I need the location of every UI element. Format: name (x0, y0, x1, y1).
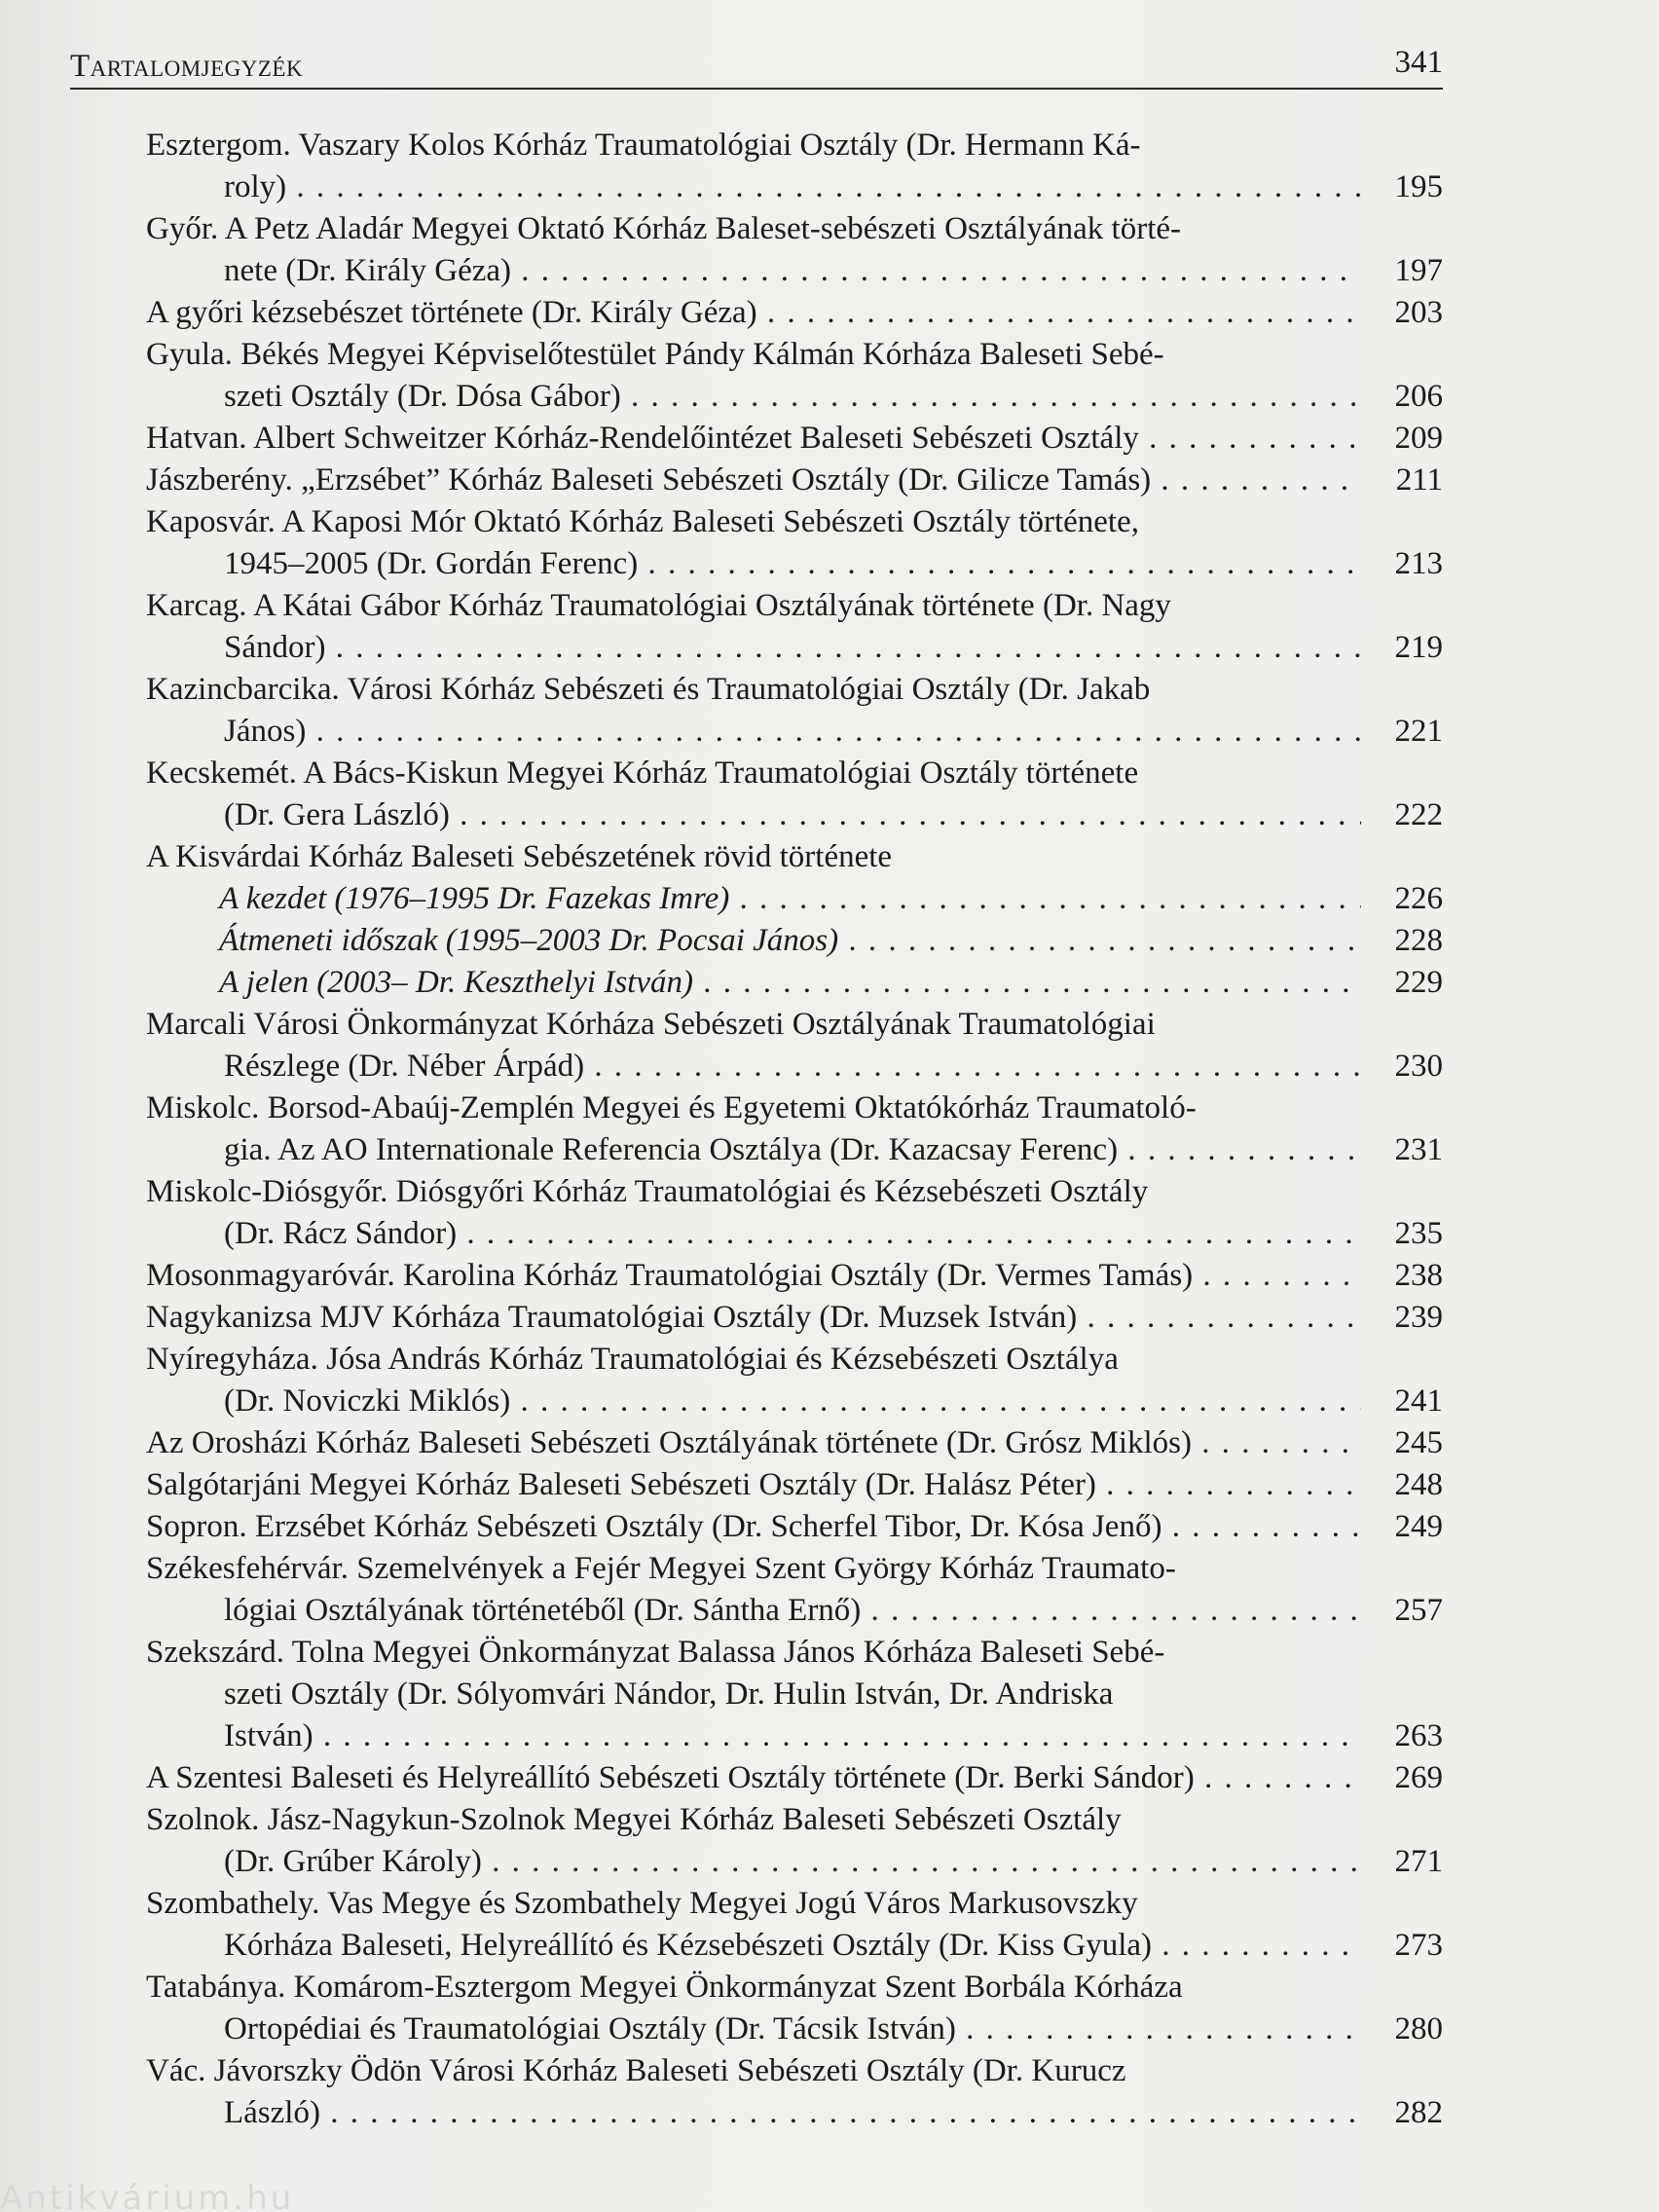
toc-entry-page-number: 263 (1361, 1715, 1443, 1757)
watermark: Antikvárium.hu (0, 2179, 295, 2212)
toc-subentry (146, 962, 1443, 1004)
toc-entry-line: (Dr. Grúber Károly) . . . (146, 1841, 1443, 1883)
toc-entry-line: A jelen (2003– Dr. Keszthelyi István) . . . (146, 962, 1443, 1004)
toc-entry (146, 1004, 1443, 1088)
toc-entry-page-number: 245 (1361, 1422, 1443, 1464)
toc-entry-line: Hatvan. Albert Schweitzer Kórház-Rendelőintézet Baleseti Sebészeti Osztály . . . (146, 418, 1443, 460)
toc-entry (146, 1339, 1443, 1422)
toc-entry (146, 1548, 1443, 1632)
toc-entry-page-number: 211 (1361, 460, 1443, 501)
toc-subentry (146, 878, 1443, 920)
toc-entry-line: Miskolc. Borsod-Abaúj-Zemplén Megyei és Egyetemi Oktatókórház Traumatoló- (146, 1090, 1197, 1125)
toc-entry-line: nete (Dr. Király Géza) . . . (146, 250, 1443, 292)
toc-entry-page-number: 230 (1361, 1046, 1443, 1088)
toc-entry-line: Vác. Jávorszky Ödön Városi Kórház Baleseti Sebészeti Osztály (Dr. Kurucz (146, 2053, 1126, 2088)
toc-subentry (146, 920, 1443, 962)
toc-entry-line: Szekszárd. Tolna Megyei Önkormányzat Balassa János Kórháza Baleseti Sebé- (146, 1635, 1165, 1670)
toc-entry-page-number: 221 (1361, 711, 1443, 753)
running-head (70, 41, 1443, 90)
toc-entry (146, 1171, 1443, 1255)
toc-entry-page-number: 257 (1361, 1590, 1443, 1632)
toc-entry-page-number: 228 (1361, 920, 1443, 962)
toc-entry-line: (Dr. Gera László) . . . (146, 794, 1443, 836)
toc-entry-line: Kaposvár. A Kaposi Mór Oktató Kórház Baleseti Sebészeti Osztály története, (146, 504, 1139, 539)
toc-entry-line: Győr. A Petz Aladár Megyei Oktató Kórház Baleset-sebészeti Osztályának törté- (146, 211, 1181, 246)
toc-entry-line: Miskolc-Diósgyőr. Diósgyőri Kórház Traumatológiai és Kézsebészeti Osztály (146, 1174, 1149, 1209)
toc-entry-page-number: 203 (1361, 292, 1443, 334)
toc-entry-line: Tatabánya. Komárom-Esztergom Megyei Önkormányzat Szent Borbála Kórháza (146, 1970, 1183, 2005)
toc-entry-line: Sopron. Erzsébet Kórház Sebészeti Osztály (Dr. Scherfel Tibor, Dr. Kósa Jenő) . . . (146, 1506, 1443, 1548)
toc-entry-page-number: 280 (1361, 2009, 1443, 2050)
toc-entry (146, 836, 1443, 878)
toc-entry-line: lógiai Osztályának történetéből (Dr. Sántha Ernő) . . . (146, 1590, 1443, 1632)
toc-entry-page-number: 222 (1361, 794, 1443, 836)
toc-entry-line: Átmeneti időszak (1995–2003 Dr. Pocsai János) . . . (146, 920, 1443, 962)
toc-entry-line: A győri kézsebészet története (Dr. Király Géza) . . . (146, 292, 1443, 334)
toc-entry-line: A Szentesi Baleseti és Helyreállító Sebészeti Osztály története (Dr. Berki Sándor) . . . (146, 1757, 1443, 1799)
toc-entry-line: gia. Az AO Internationale Referencia Osztálya (Dr. Kazacsay Ferenc) . . . (146, 1129, 1443, 1171)
toc-entry (146, 1757, 1443, 1799)
toc-entry (146, 1506, 1443, 1548)
toc-entry-line: Részlege (Dr. Néber Árpád) . . . (146, 1046, 1443, 1088)
toc-entry-line: Jászberény. „Erzsébet” Kórház Baleseti Sebészeti Osztály (Dr. Gilicze Tamás) . . . (146, 460, 1443, 501)
toc-entry-page-number: 235 (1361, 1213, 1443, 1255)
toc-entry (146, 1088, 1443, 1171)
toc-entry-line: A Kisvárdai Kórház Baleseti Sebészetének rövid története (146, 839, 893, 874)
toc-entry-page-number: 226 (1361, 878, 1443, 920)
toc-entry (146, 460, 1443, 501)
toc-entry-page-number: 229 (1361, 962, 1443, 1004)
toc-entry (146, 669, 1443, 753)
toc-entry-page-number: 269 (1361, 1757, 1443, 1799)
toc-entry-page-number: 231 (1361, 1129, 1443, 1171)
toc-entry (146, 753, 1443, 836)
running-head-page-number: 341 (1394, 45, 1443, 80)
toc-entry (146, 1632, 1443, 1757)
toc-entry (146, 125, 1443, 208)
toc-entry-page-number: 213 (1361, 543, 1443, 585)
toc-entry-line: Mosonmagyaróvár. Karolina Kórház Traumatológiai Osztály (Dr. Vermes Tamás) . . . (146, 1255, 1443, 1297)
toc-entry (146, 1883, 1443, 1967)
toc-entry (146, 1422, 1443, 1464)
toc-entry-line: Salgótarjáni Megyei Kórház Baleseti Sebészeti Osztály (Dr. Halász Péter) . . . (146, 1464, 1443, 1506)
toc-entry (146, 334, 1443, 418)
toc-entry-line: Gyula. Békés Megyei Képviselőtestület Pándy Kálmán Kórháza Baleseti Sebé- (146, 337, 1164, 372)
toc-entry (146, 1799, 1443, 1883)
toc-entry-line: Nagykanizsa MJV Kórháza Traumatológiai Osztály (Dr. Muzsek István) . . . (146, 1297, 1443, 1339)
toc-entry-line: Kazincbarcika. Városi Kórház Sebészeti és Traumatológiai Osztály (Dr. Jakab (146, 672, 1151, 707)
toc-entry-line: szeti Osztály (Dr. Sólyomvári Nándor, Dr. Hulin István, Dr. Andriska (224, 1677, 1114, 1712)
toc-entry-line: Marcali Városi Önkormányzat Kórháza Sebészeti Osztályának Traumatológiai (146, 1007, 1156, 1042)
toc-entry-page-number: 282 (1361, 2092, 1443, 2134)
toc-entry-line: Esztergom. Vaszary Kolos Kórház Traumatológiai Osztály (Dr. Hermann Ká- (146, 128, 1141, 163)
toc-entry-page-number: 273 (1361, 1925, 1443, 1967)
toc-entry-line: Szombathely. Vas Megye és Szombathely Megyei Jogú Város Markusovszky (146, 1886, 1138, 1921)
toc-entry-line: szeti Osztály (Dr. Dósa Gábor) . . . (146, 376, 1443, 418)
toc-entry-line: roly) . . . (146, 166, 1443, 208)
toc-entry-line: (Dr. Noviczki Miklós) . . . (146, 1381, 1443, 1422)
toc-entry-line: Kórháza Baleseti, Helyreállító és Kézsebészeti Osztály (Dr. Kiss Gyula) . . . (146, 1925, 1443, 1967)
toc-entry-page-number: 238 (1361, 1255, 1443, 1297)
toc-entry-page-number: 219 (1361, 627, 1443, 669)
toc-entry-page-number: 195 (1361, 166, 1443, 208)
toc-entry-page-number: 239 (1361, 1297, 1443, 1339)
toc-entry-line: Sándor) . . . (146, 627, 1443, 669)
toc-entry-line: Nyíregyháza. Jósa András Kórház Traumatológiai és Kézsebészeti Osztálya (146, 1342, 1119, 1377)
toc-entry-line: Ortopédiai és Traumatológiai Osztály (Dr. Tácsik István) . . . (146, 2009, 1443, 2050)
toc-entry-page-number: 241 (1361, 1381, 1443, 1422)
toc-entry (146, 418, 1443, 460)
toc-entry (146, 292, 1443, 334)
toc-entry-line: Karcag. A Kátai Gábor Kórház Traumatológiai Osztályának története (Dr. Nagy (146, 588, 1171, 623)
toc-entry (146, 1967, 1443, 2050)
toc-entry-line: János) . . . (146, 711, 1443, 753)
toc-entry (146, 1297, 1443, 1339)
toc-entry-line: Szolnok. Jász-Nagykun-Szolnok Megyei Kórház Baleseti Sebészeti Osztály (146, 1802, 1122, 1837)
toc-entry-page-number: 271 (1361, 1841, 1443, 1883)
toc-entry (146, 2050, 1443, 2134)
toc-entry (146, 208, 1443, 292)
toc-entry-line: Kecskemét. A Bács-Kiskun Megyei Kórház Traumatológiai Osztály története (146, 756, 1139, 791)
toc-entry (146, 585, 1443, 669)
toc-entry-page-number: 206 (1361, 376, 1443, 418)
toc-entry-line: A kezdet (1976–1995 Dr. Fazekas Imre) . . . (146, 878, 1443, 920)
running-head-title: Tartalomjegyzék (70, 49, 304, 84)
toc-entry (146, 501, 1443, 585)
toc-entry-line: (Dr. Rácz Sándor) . . . (146, 1213, 1443, 1255)
table-of-contents (146, 125, 1443, 2134)
toc-entry-line: Székesfehérvár. Szemelvények a Fejér Megyei Szent György Kórház Traumato- (146, 1551, 1176, 1586)
toc-entry-line: Az Orosházi Kórház Baleseti Sebészeti Osztályának története (Dr. Grósz Miklós) . . . (146, 1422, 1443, 1464)
toc-entry (146, 1255, 1443, 1297)
toc-entry-page-number: 248 (1361, 1464, 1443, 1506)
toc-entry (146, 1464, 1443, 1506)
toc-entry-line: 1945–2005 (Dr. Gordán Ferenc) . . . (146, 543, 1443, 585)
toc-entry-page-number: 197 (1361, 250, 1443, 292)
toc-entry-line: László) . . . (146, 2092, 1443, 2134)
toc-entry-page-number: 249 (1361, 1506, 1443, 1548)
toc-entry-page-number: 209 (1361, 418, 1443, 460)
toc-entry-line: István) . . . (146, 1715, 1443, 1757)
